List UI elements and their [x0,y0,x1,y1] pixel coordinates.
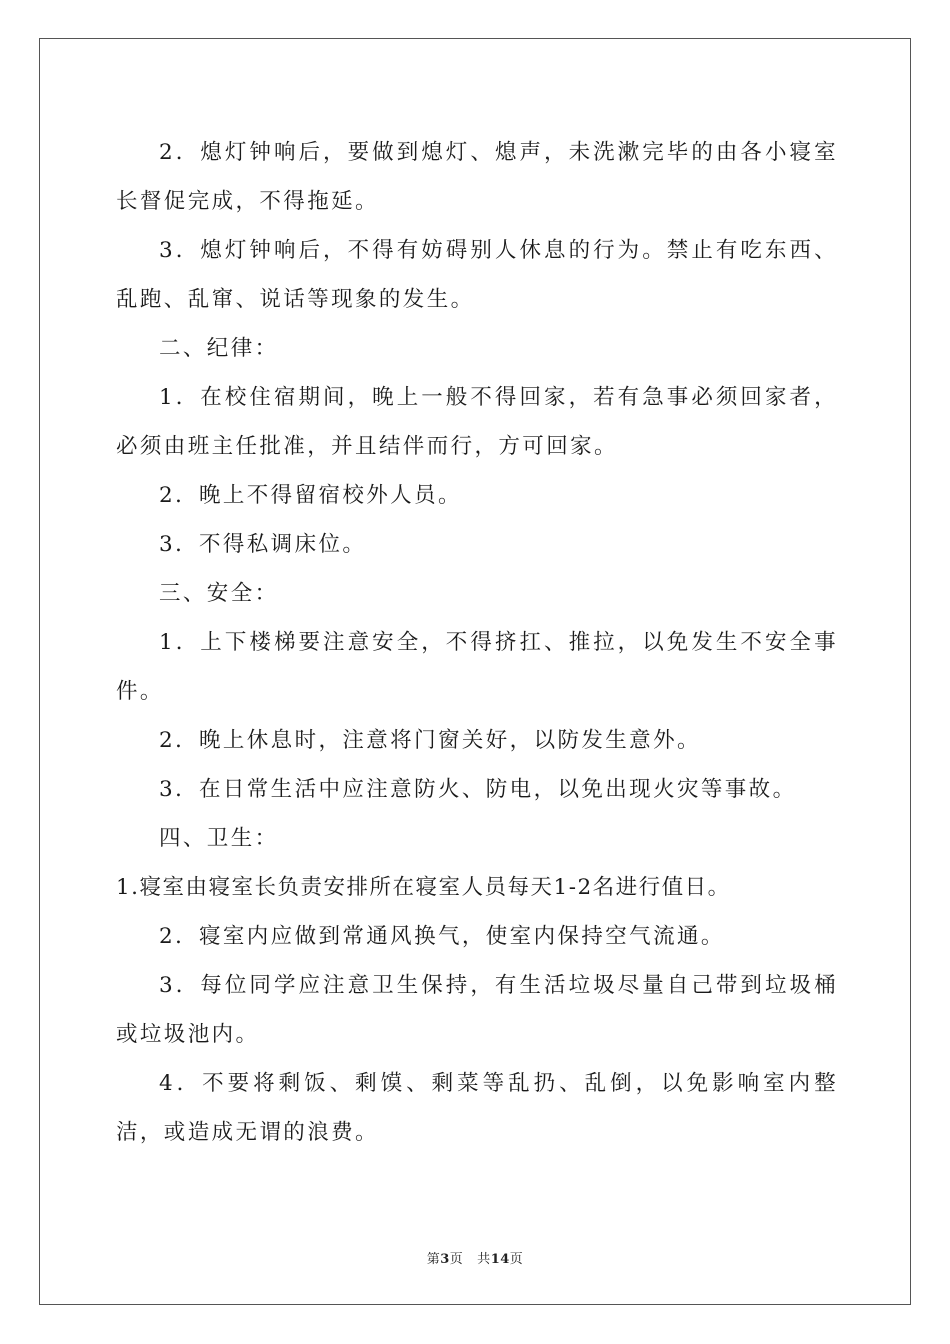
paragraph-discipline-1: 1．在校住宿期间，晚上一般不得回家，若有急事必须回家者，必须由班主任批准，并且结伴而行，方可回家。 [116,385,838,459]
paragraph-rule-2-lights-out: 2．熄灯钟响后，要做到熄灯、熄声，未洗漱完毕的由各小寝室长督促完成，不得拖延。 [116,140,838,214]
paragraph-safety-1: 1．上下楼梯要注意安全，不得挤扛、推拉，以免发生不安全事件。 [116,630,838,704]
footer-page-suffix: 页 [449,1252,464,1267]
paragraph-safety-2: 2．晚上休息时，注意将门窗关好，以防发生意外。 [159,728,701,753]
paragraph-discipline-2: 2．晚上不得留宿校外人员。 [159,483,462,508]
paragraph-safety-3: 3．在日常生活中应注意防火、防电，以免出现火灾等事故。 [159,777,797,802]
paragraph-hygiene-1: 1.寝室由寝室长负责安排所在寝室人员每天1-2名进行值日。 [116,875,731,900]
paragraph-hygiene-4: 4．不要将剩饭、剩馍、剩菜等乱扔、乱倒，以免影响室内整洁，或造成无谓的浪费。 [116,1071,838,1145]
document-body [116,128,838,1157]
paragraph-hygiene-3: 3．每位同学应注意卫生保持，有生活垃圾尽量自己带到垃圾桶或垃圾池内。 [116,973,838,1047]
section-heading-safety: 三、安全： [159,581,279,606]
section-heading-hygiene: 四、卫生： [159,826,279,851]
paragraph-rule-3-lights-out: 3．熄灯钟响后，不得有妨碍别人休息的行为。禁止有吃东西、乱跑、乱窜、说话等现象的发生。 [116,238,838,312]
paragraph-discipline-3: 3．不得私调床位。 [159,532,367,557]
footer-page-prefix: 第 [426,1252,441,1267]
section-heading-discipline: 二、纪律： [159,336,279,361]
footer-total-prefix: 共 [477,1252,491,1267]
footer-page-number: 3 [440,1252,450,1267]
footer-total-suffix: 页 [509,1252,524,1267]
footer-total-pages: 14 [490,1252,510,1267]
paragraph-hygiene-2: 2．寝室内应做到常通风换气，使室内保持空气流通。 [159,924,725,949]
page-footer [0,1248,950,1267]
